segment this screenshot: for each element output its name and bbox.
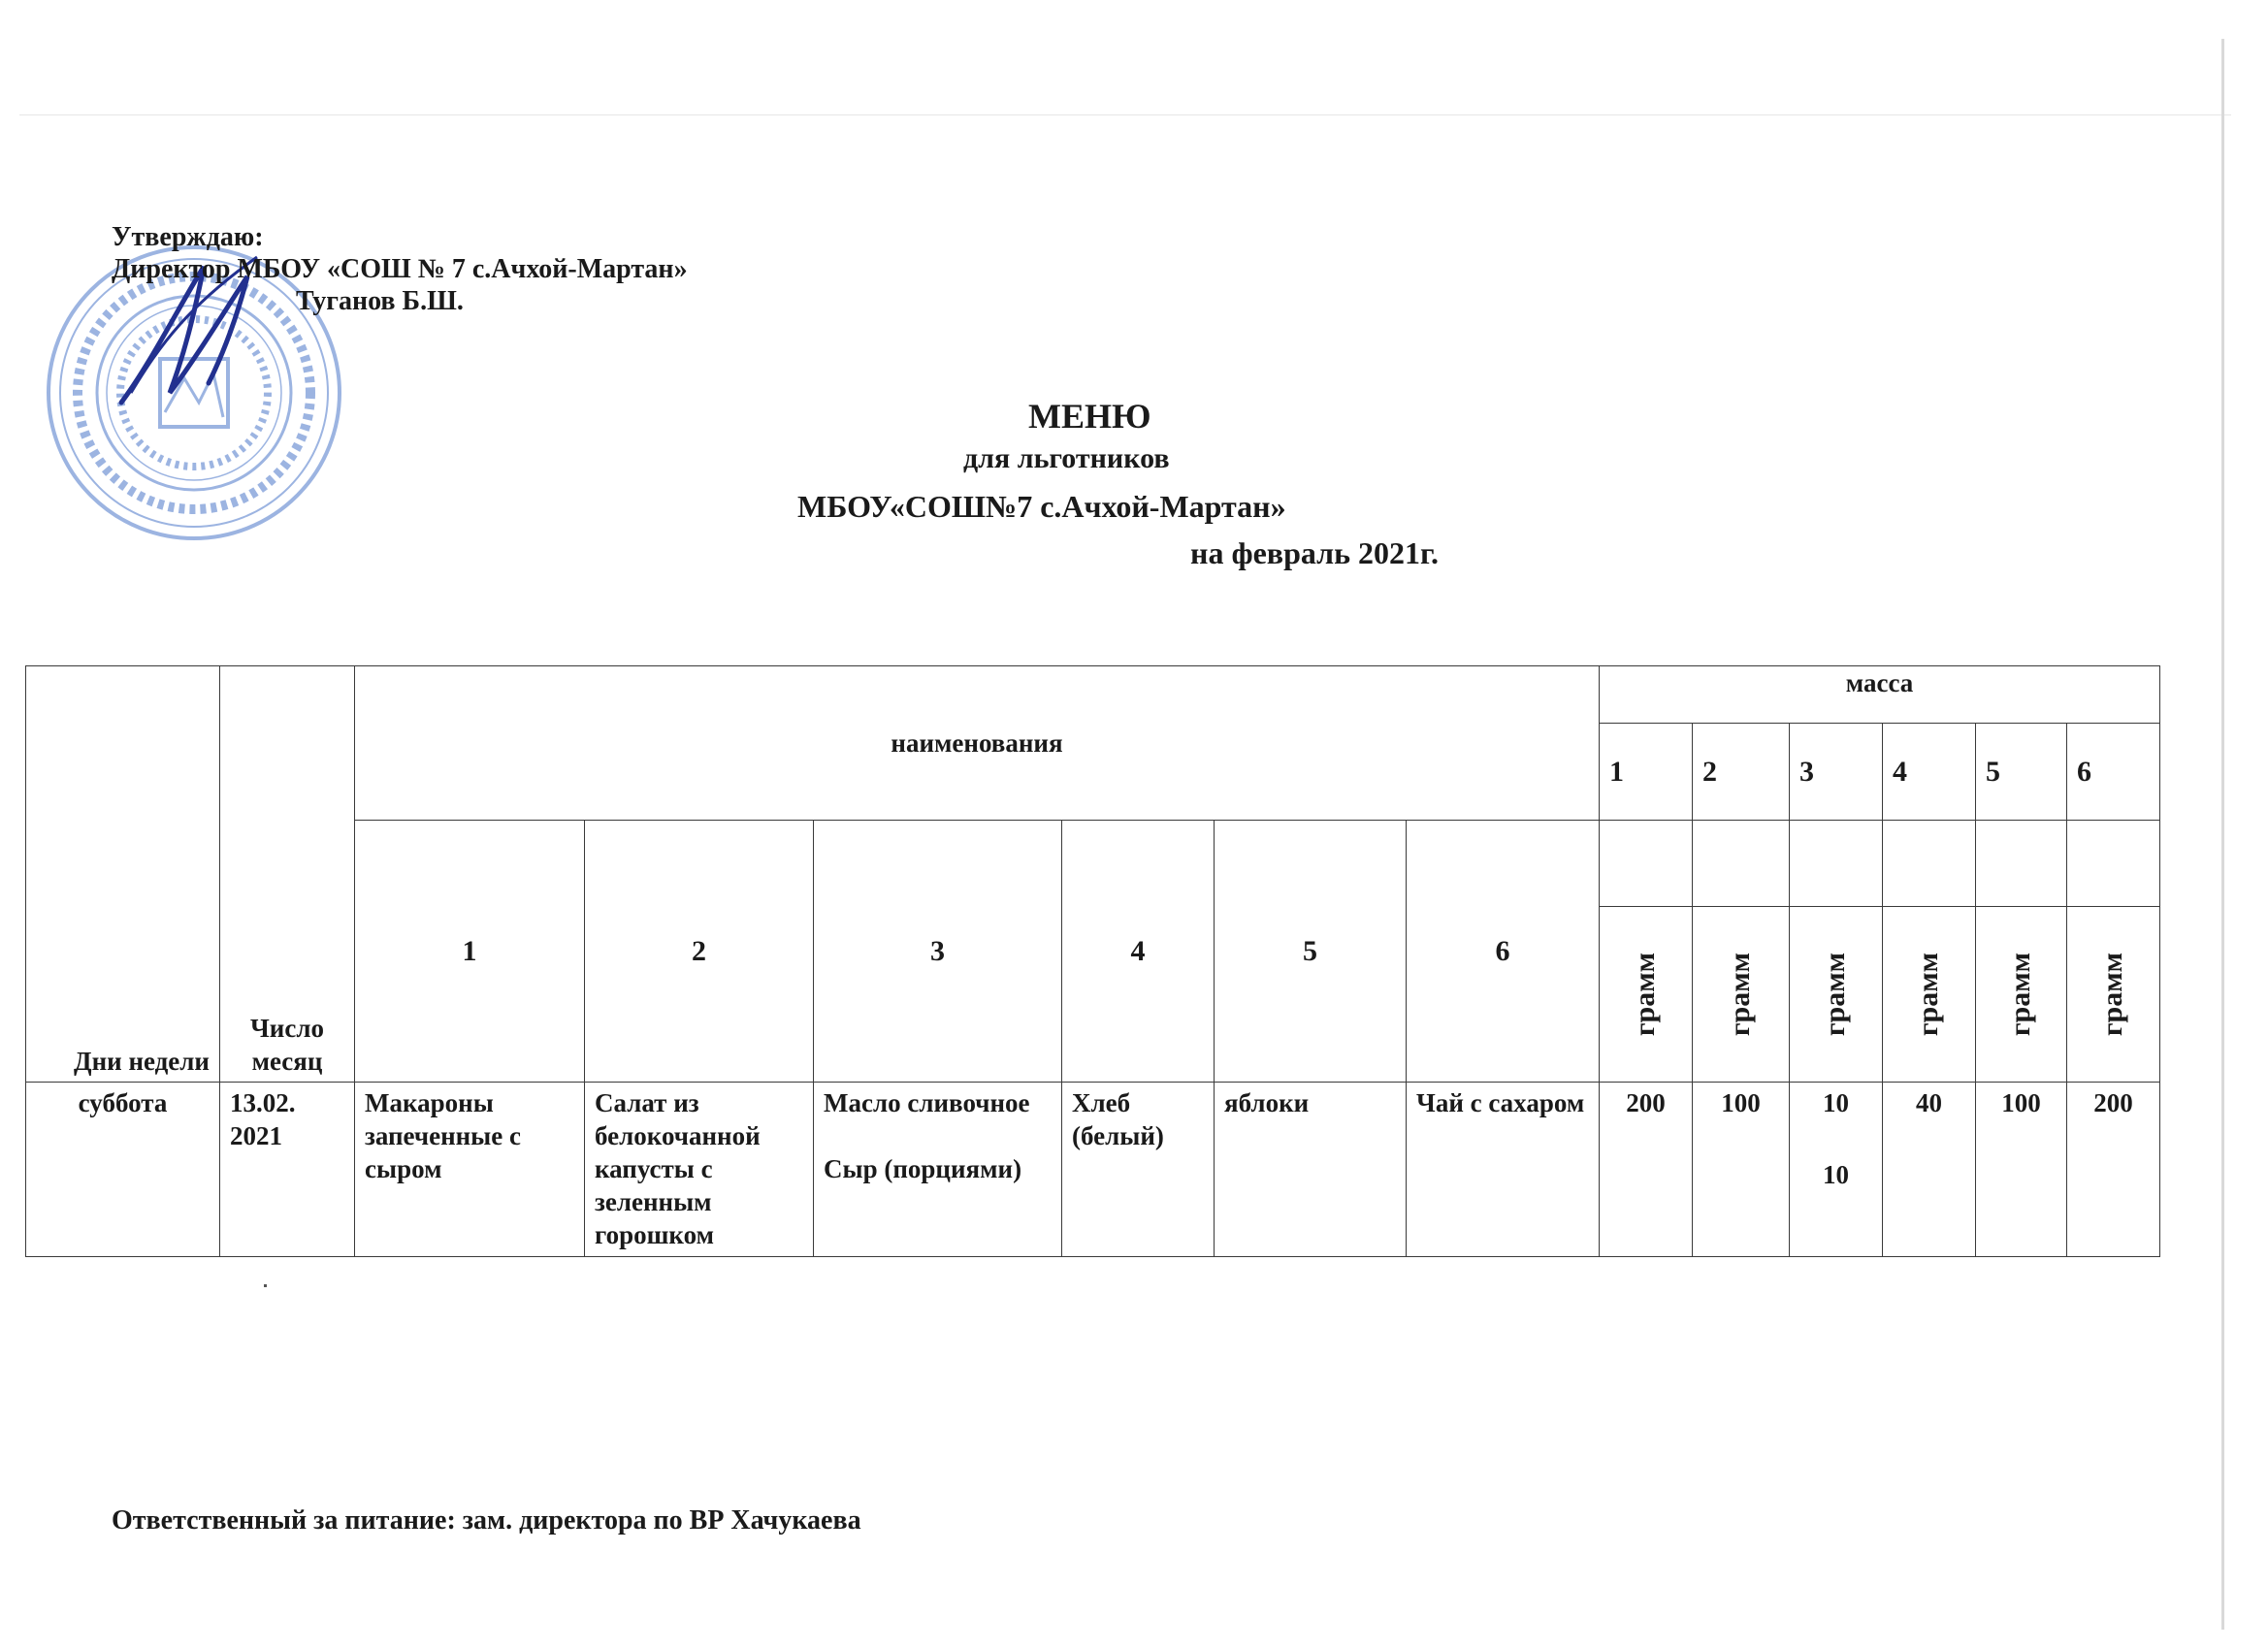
- header-days: Дни недели: [26, 666, 220, 1083]
- mass-number-5: 5: [1976, 724, 2067, 821]
- row-mass-3: [1790, 1083, 1883, 1257]
- unit-gram-6: [2067, 907, 2160, 1083]
- header-mass: масса: [1600, 666, 2160, 724]
- scan-speck: [264, 1284, 267, 1287]
- row-dish-2: Салат из белокочанной капусты с зеленным горошком: [585, 1083, 814, 1257]
- title-school: МБОУ«СОШ№7 с.Ачхой-Мартан»: [797, 489, 1286, 524]
- row-dish-5: яблоки: [1215, 1083, 1407, 1257]
- scan-edge-top: [19, 114, 2231, 115]
- dish-number-5: 5: [1215, 821, 1407, 1083]
- unit-gram-label: грамм: [2004, 952, 2037, 1037]
- dish-number-2: 2: [585, 821, 814, 1083]
- mass-empty-cell: [2067, 821, 2160, 907]
- row-mass-3-butter: 10: [1823, 1088, 1849, 1117]
- mass-number-2: 2: [1693, 724, 1790, 821]
- unit-gram-4: [1883, 907, 1976, 1083]
- menu-table: [25, 665, 2160, 1257]
- mass-number-4: 4: [1883, 724, 1976, 821]
- unit-gram-3: [1790, 907, 1883, 1083]
- mass-empty-cell: [1600, 821, 1693, 907]
- unit-gram-2: [1693, 907, 1790, 1083]
- row-mass-1: 200: [1600, 1083, 1693, 1257]
- approval-block: [112, 221, 688, 317]
- row-dish-1: Макароны запеченные с сыром: [355, 1083, 585, 1257]
- approval-label: Утверждаю:: [112, 222, 264, 252]
- mass-empty-cell: [1883, 821, 1976, 907]
- unit-gram-label: грамм: [1724, 952, 1757, 1037]
- dish-number-1: 1: [355, 821, 585, 1083]
- dish-number-6: 6: [1407, 821, 1600, 1083]
- unit-gram-label: грамм: [1912, 952, 1945, 1037]
- row-mass-3-cheese: 10: [1823, 1160, 1849, 1189]
- scan-edge-right: [2221, 39, 2224, 1630]
- unit-gram-1: [1600, 907, 1693, 1083]
- unit-gram-label: грамм: [2096, 952, 2129, 1037]
- row-dish-3-cheese: Сыр (порциями): [824, 1154, 1022, 1183]
- row-dish-4: Хлеб (белый): [1062, 1083, 1215, 1257]
- unit-gram-label: грамм: [1629, 952, 1662, 1037]
- table-header-row-1: [26, 666, 2160, 724]
- dish-number-4: 4: [1062, 821, 1215, 1083]
- footer-responsible: Ответственный за питание: зам. директора по ВР Хачукаева: [112, 1505, 861, 1536]
- row-mass-4: 40: [1883, 1083, 1976, 1257]
- header-date: Число месяц: [220, 666, 355, 1083]
- dish-number-3: 3: [814, 821, 1062, 1083]
- title-period: на февраль 2021г.: [1190, 535, 1439, 570]
- header-names: наименования: [355, 666, 1600, 821]
- row-day: суббота: [26, 1083, 220, 1257]
- mass-empty-cell: [1976, 821, 2067, 907]
- title-subtitle: для льготников: [963, 442, 1170, 474]
- row-dish-3: [814, 1083, 1062, 1257]
- row-mass-2: 100: [1693, 1083, 1790, 1257]
- row-dish-6: Чай с сахаром: [1407, 1083, 1600, 1257]
- mass-number-3: 3: [1790, 724, 1883, 821]
- approval-director-name: Туганов Б.Ш.: [296, 286, 464, 316]
- table-row: [26, 1083, 2160, 1257]
- approval-position: Директор МБОУ «СОШ № 7 с.Ачхой-Мартан»: [112, 254, 688, 284]
- row-mass-5: 100: [1976, 1083, 2067, 1257]
- unit-gram-5: [1976, 907, 2067, 1083]
- mass-empty-cell: [1790, 821, 1883, 907]
- mass-empty-cell: [1693, 821, 1790, 907]
- row-dish-3-butter: Масло сливочное: [824, 1088, 1030, 1117]
- mass-number-1: 1: [1600, 724, 1693, 821]
- mass-number-6: 6: [2067, 724, 2160, 821]
- title-menu: МЕНЮ: [1028, 397, 1151, 436]
- row-mass-6: 200: [2067, 1083, 2160, 1257]
- row-date: 13.02. 2021: [220, 1083, 355, 1257]
- unit-gram-label: грамм: [1819, 952, 1852, 1037]
